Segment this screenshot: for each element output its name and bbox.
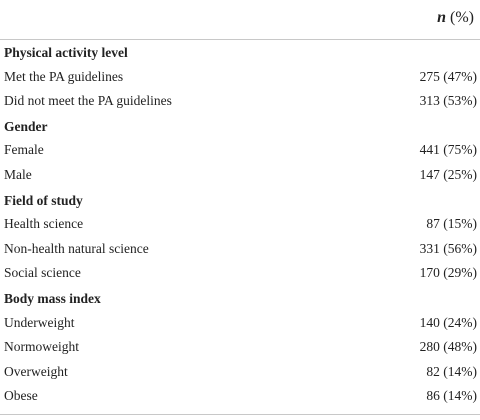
row-label: Underweight [4, 314, 75, 330]
column-header-count-percent [437, 9, 474, 27]
n-symbol: n [437, 9, 447, 26]
row-label: Male [4, 166, 32, 182]
section-label: Field of study [4, 192, 83, 208]
section-row-gender [0, 114, 480, 139]
row-value: 170 (29%) [419, 265, 477, 281]
table-row [0, 212, 480, 237]
table-body [0, 40, 480, 409]
row-label: Health science [4, 216, 84, 232]
table-row [0, 237, 480, 262]
row-label: Social science [4, 265, 81, 281]
table-row [0, 384, 480, 409]
section-row-physical-activity [0, 40, 480, 65]
table-row [0, 138, 480, 163]
row-value: 313 (53%) [419, 93, 477, 109]
section-label: Body mass index [4, 290, 101, 306]
table-row [0, 89, 480, 114]
row-label: Did not meet the PA guidelines [4, 93, 172, 109]
row-label: Non-health natural science [4, 240, 149, 256]
section-label: Gender [4, 118, 48, 134]
table-row [0, 65, 480, 90]
row-value: 82 (14%) [426, 363, 477, 379]
table-row [0, 163, 480, 188]
section-row-field-of-study [0, 188, 480, 213]
table-row [0, 360, 480, 385]
row-label: Female [4, 142, 44, 158]
row-value: 280 (48%) [419, 339, 477, 355]
section-label: Physical activity level [4, 45, 128, 60]
row-label: Met the PA guidelines [4, 68, 124, 84]
table-row [0, 261, 480, 286]
row-label: Overweight [4, 363, 68, 379]
row-value: 147 (25%) [419, 166, 477, 182]
table-row [0, 311, 480, 336]
table-bottom-rule [0, 414, 480, 415]
table-header [0, 0, 480, 40]
row-value: 86 (14%) [426, 388, 477, 404]
section-row-body-mass-index [0, 286, 480, 311]
row-value: 87 (15%) [426, 216, 477, 232]
row-label: Obese [4, 388, 38, 404]
row-label: Normoweight [4, 339, 79, 355]
table-row [0, 335, 480, 360]
row-value: 441 (75%) [419, 142, 477, 158]
percent-symbol: (%) [450, 9, 474, 26]
row-value: 275 (47%) [419, 68, 477, 84]
row-value: 140 (24%) [419, 314, 477, 330]
row-value: 331 (56%) [419, 240, 477, 256]
